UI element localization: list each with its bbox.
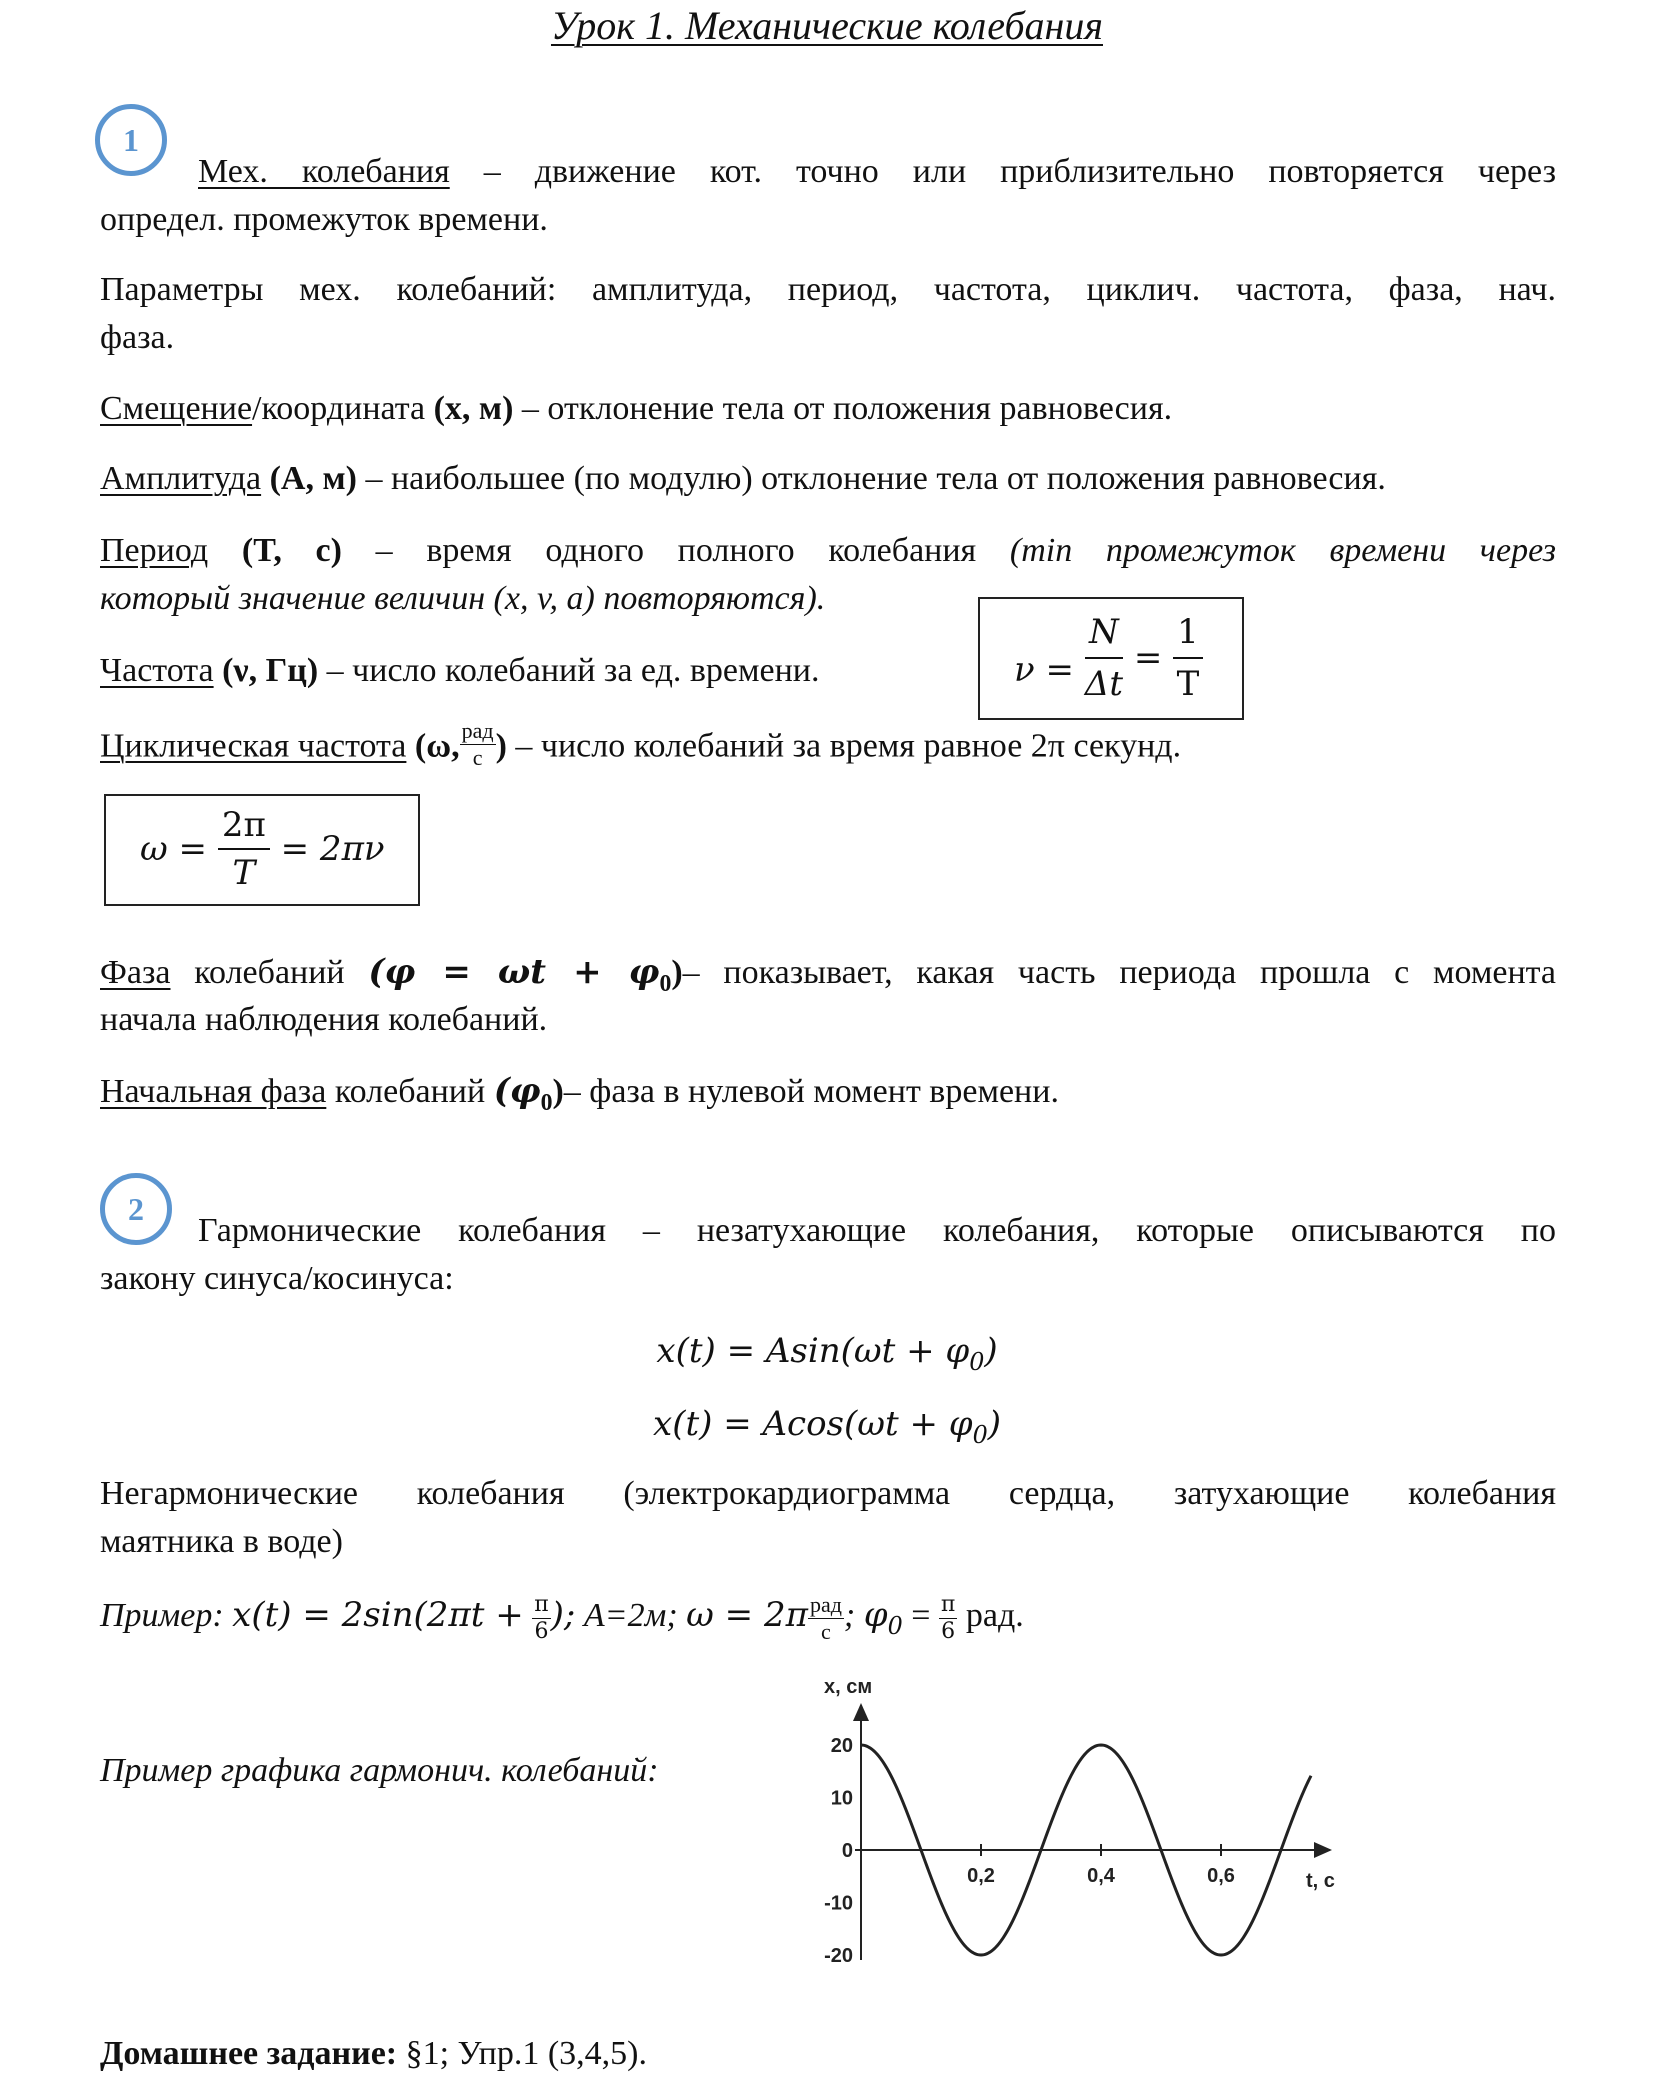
- period-note1: (min промежуток времени через: [1009, 532, 1557, 569]
- y-tick-label: 10: [830, 1787, 853, 1810]
- example-pi2: π: [940, 1591, 956, 1617]
- example-unit-num: рад: [809, 1591, 842, 1617]
- nonharmonic-line1: Негармонические колебания (электрокардиограмма сердца, затухающие колебания: [100, 1475, 1556, 1512]
- omega-formula-lhs: ω =: [140, 829, 208, 869]
- example-line: [100, 1591, 1024, 1650]
- freq-fraction-2: [1173, 607, 1203, 709]
- example-unit-den: с: [821, 1618, 831, 1644]
- example-phi-eq: =: [911, 1597, 931, 1634]
- term-phase: Фаза: [100, 954, 171, 991]
- amplitude-desc: – наибольшее (по модулю) отклонение тела от положения равновесия.: [365, 460, 1386, 497]
- omega-num: 2π: [218, 802, 270, 850]
- initial-phase-sub: 0: [540, 1089, 553, 1116]
- term-cyclic: Циклическая частота: [100, 727, 407, 765]
- omega-den: T: [232, 853, 256, 893]
- freq-formula-eq: =: [1133, 638, 1163, 678]
- mech-definition-line2: определ. промежуток времени.: [100, 201, 548, 238]
- phase-desc1: – показывает, какая часть периода прошла с момента: [682, 954, 1557, 991]
- formula-cos-main: x(t) = Acos(ωt + φ: [653, 1404, 973, 1444]
- params-line1: Параметры мех. колебаний: амплитуда, период, частота, циклич. частота, фаза, нач.: [100, 271, 1556, 308]
- y-tick-label: 20: [830, 1735, 853, 1757]
- phase-line2: начала наблюдения колебаний.: [100, 1001, 548, 1038]
- term-period: Период: [100, 532, 209, 569]
- cyclic-desc: – число колебаний за время равное 2π секунд.: [515, 727, 1182, 765]
- displacement-rest: /координата: [252, 390, 426, 427]
- nonharmonic-line2: маятника в воде): [100, 1523, 343, 1560]
- freq-den2: T: [1176, 664, 1200, 704]
- freq-num1: N: [1085, 607, 1123, 659]
- formula-sin: [0, 1327, 1654, 1386]
- cyclic-open: (ω,: [414, 727, 460, 765]
- formula-sin-close: ): [984, 1331, 998, 1371]
- frequency-formula-box: [978, 597, 1244, 720]
- section-number-1: 1: [95, 104, 167, 176]
- graph-caption: Пример графика гармонич. колебаний:: [100, 1752, 659, 1789]
- initial-phase-symbols: (φ: [493, 1071, 541, 1111]
- homework-text: §1; Упр.1 (3,4,5).: [405, 2035, 647, 2072]
- y-tick-label: -20: [824, 1945, 853, 1967]
- term-initial-phase: Начальная фаза: [100, 1073, 327, 1110]
- example-expr-b: );: [550, 1595, 576, 1635]
- example-six2: 6: [941, 1618, 956, 1644]
- example-label: Пример:: [100, 1597, 224, 1634]
- initial-phase-word: колебаний: [334, 1073, 486, 1110]
- amplitude-line: [100, 455, 1386, 503]
- displacement-desc: – отклонение тела от положения равновесия.: [521, 390, 1173, 427]
- term-mech: Мех. колебания: [198, 153, 450, 190]
- frequency-symbols: (ν, Гц): [222, 652, 319, 689]
- example-expr-a: x(t) = 2sin(2πt +: [232, 1595, 524, 1635]
- example-phi-sub: 0: [887, 1611, 903, 1640]
- mech-definition-text: – движение кот. точно или приблизительно повторяется через: [483, 153, 1556, 190]
- example-pi: π: [534, 1591, 549, 1617]
- homework-label: Домашнее задание:: [100, 2035, 398, 2072]
- x-tick-label: 0,4: [1087, 1865, 1115, 1887]
- example-phi: φ: [863, 1595, 888, 1635]
- example-six: 6: [534, 1618, 549, 1644]
- cyclic-unit-den: с: [472, 745, 483, 770]
- harmonic-line1: Гармонические колебания – незатухающие колебания, которые описываются по: [198, 1212, 1556, 1249]
- cyclic-close: ): [495, 727, 507, 765]
- freq-num2: 1: [1173, 607, 1203, 659]
- params-line2: фаза.: [100, 319, 175, 356]
- formula-sin-main: x(t) = Asin(ωt + φ: [656, 1331, 970, 1371]
- example-pi6-fraction-2: [939, 1592, 957, 1645]
- cyclic-line: [100, 718, 1182, 775]
- initial-phase-line: [100, 1067, 1059, 1127]
- omega-formula-box: [104, 794, 420, 906]
- freq-formula-lhs: ν =: [1014, 650, 1074, 690]
- phase-word: колебаний: [194, 954, 345, 991]
- period-desc: – время одного полного колебания: [375, 532, 977, 569]
- frequency-line: [100, 647, 820, 695]
- frequency-desc: – число колебаний за ед. времени.: [326, 652, 820, 689]
- term-displacement: Смещение: [100, 390, 253, 427]
- example-semi: ;: [843, 1597, 856, 1634]
- amplitude-symbols: (A, м): [269, 460, 357, 497]
- y-axis-label: x, см: [824, 1676, 873, 1698]
- period-symbols: (T, c): [241, 532, 342, 569]
- section-number-2: 2: [100, 1173, 172, 1245]
- displacement-line: [100, 385, 1172, 433]
- omega-fraction: [218, 802, 270, 896]
- formula-cos-sub: 0: [972, 1420, 988, 1449]
- term-frequency: Частота: [100, 652, 214, 689]
- page-title: Урок 1. Механические колебания: [550, 3, 1103, 48]
- initial-phase-desc: – фаза в нулевой момент времени.: [563, 1073, 1059, 1110]
- example-omega: ω = 2π: [686, 1595, 808, 1635]
- period-line1: [100, 527, 1556, 575]
- x-tick-label: 0,2: [967, 1865, 995, 1887]
- example-pi6-fraction: [532, 1592, 550, 1645]
- harmonic-line2: закону синуса/косинуса:: [100, 1260, 454, 1297]
- period-line2: который значение величин (x, v, a) повторяются).: [100, 580, 826, 617]
- y-tick-label: -10: [824, 1892, 853, 1915]
- formula-cos-close: ): [987, 1404, 1001, 1444]
- initial-phase-close: ): [552, 1073, 564, 1110]
- example-amp: A=2м;: [583, 1597, 678, 1634]
- homework-line: [100, 2030, 647, 2078]
- x-axis-label: t, c: [1306, 1870, 1335, 1892]
- freq-fraction-1: [1085, 607, 1123, 709]
- phase-symbols: (φ = ωt + φ: [368, 952, 660, 992]
- example-rad: рад.: [965, 1597, 1024, 1634]
- phase-sub: 0: [659, 970, 672, 997]
- y-tick-label: 0: [841, 1840, 853, 1862]
- omega-formula-rhs: = 2πν: [280, 829, 385, 869]
- mech-definition-line1: [198, 148, 1556, 196]
- freq-den1: Δt: [1084, 664, 1123, 704]
- term-amplitude: Амплитуда: [100, 460, 262, 497]
- phase-close: ): [671, 954, 683, 991]
- x-tick-label: 0,6: [1207, 1865, 1235, 1887]
- formula-cos: [0, 1400, 1654, 1459]
- formula-sin-sub: 0: [969, 1347, 985, 1376]
- cyclic-unit-num: рад: [461, 718, 494, 743]
- harmonic-graph: [800, 1665, 1360, 1980]
- cyclic-unit-fraction: [460, 718, 496, 771]
- example-unit-fraction: [808, 1592, 844, 1645]
- displacement-symbols: (x, м): [433, 390, 514, 427]
